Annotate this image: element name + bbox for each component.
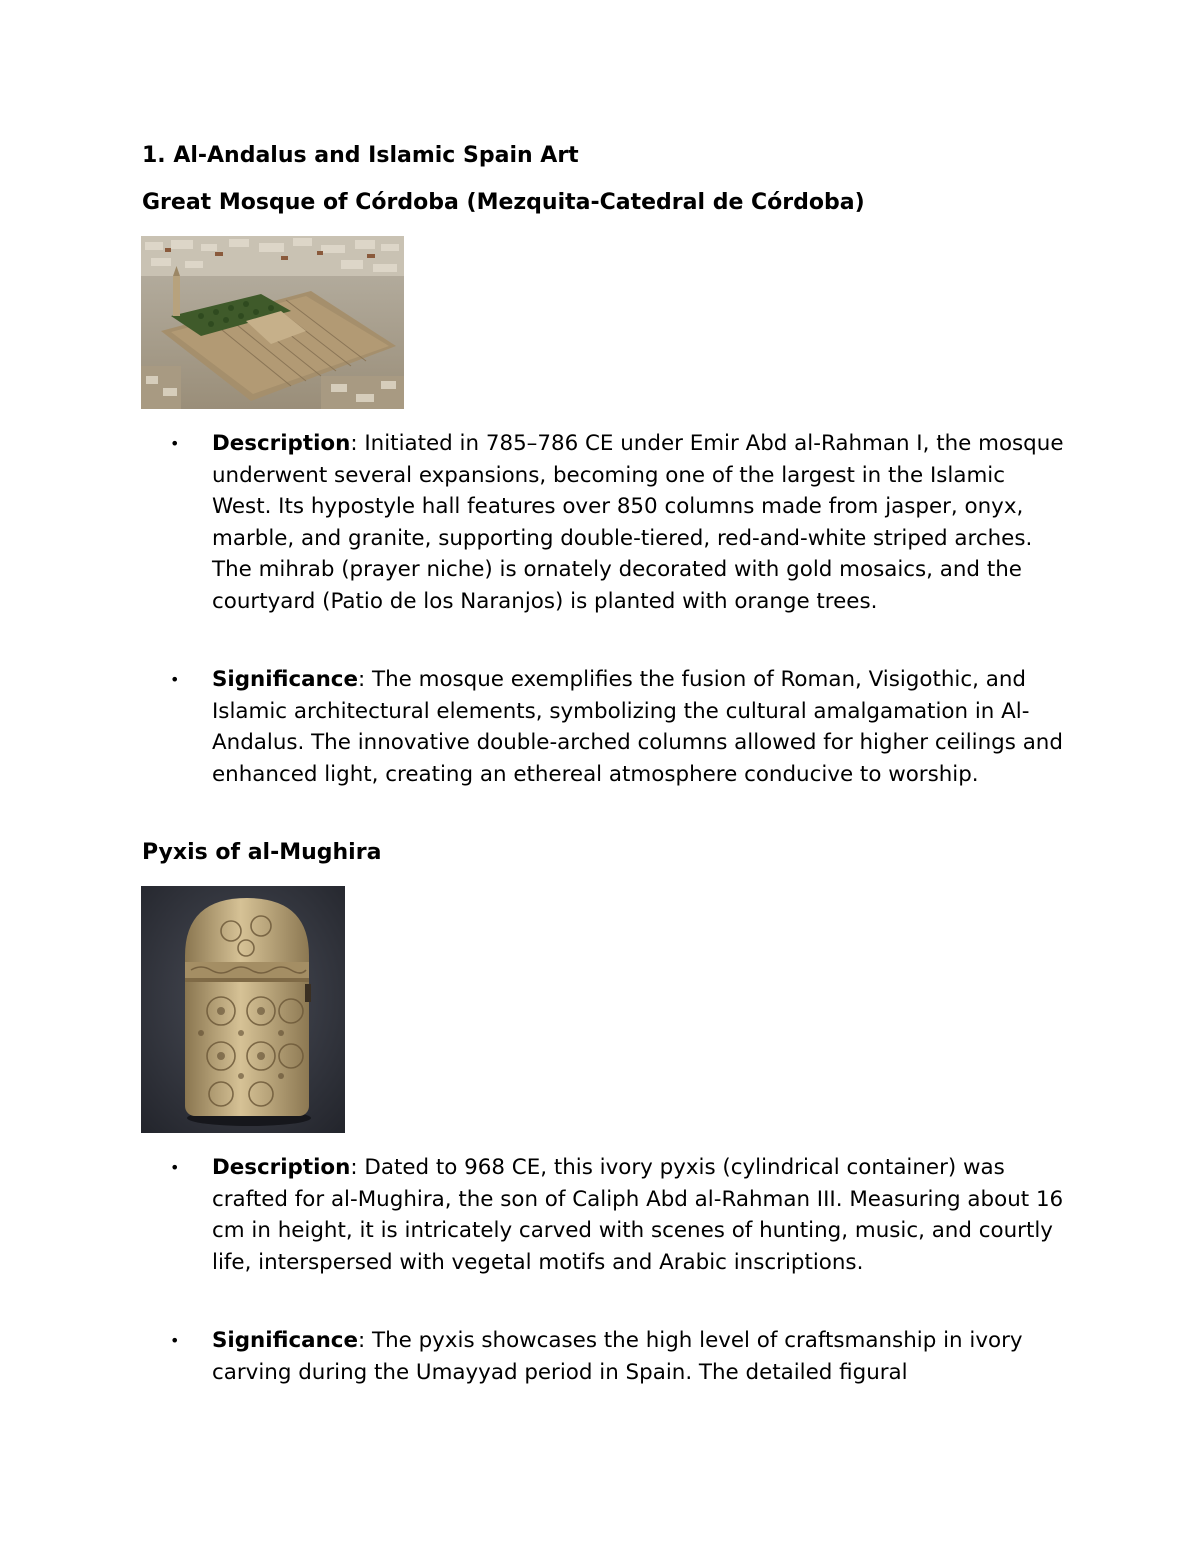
item-text: Initiated in 785–786 CE under Emir Abd al-Rahman I, the mosque underwent several expansions, becoming one of the largest in the Islamic West. Its hypostyle hall features over 850 columns made from jasper, onyx, marble, and granite, supporting double-tiered, red-and-white striped arches. The mihrab (prayer niche) is ornately decorated with gold mosaics, and the courtyard (Patio de los Naranjos) is planted with orange trees.: [212, 431, 1064, 614]
item-label: Significance: [212, 667, 358, 692]
mosque-aerial-image: [141, 236, 404, 409]
entry-heading-pyxis: Pyxis of al-Mughira: [142, 840, 382, 865]
item-text: Dated to 968 CE, this ivory pyxis (cylindrical container) was crafted for al-Mughira, the son of Caliph Abd al-Rahman III. Measuring about 16 cm in height, it is intricately carved with scenes of hunting, music, and courtly life, interspersed with vegetal motifs and Arabic inscriptions.: [212, 1155, 1064, 1275]
bullet-icon: •: [170, 670, 180, 689]
section-title: 1. Al-Andalus and Islamic Spain Art: [142, 143, 579, 168]
bullet-icon: •: [170, 434, 180, 453]
bullet-icon: •: [170, 1158, 180, 1177]
list-item-pyxis-description: [170, 1152, 1070, 1278]
item-separator: :: [350, 1155, 358, 1180]
item-separator: :: [358, 1328, 366, 1353]
list-item-mosque-significance: [170, 664, 1070, 790]
item-label: Description: [212, 1155, 351, 1180]
list-item-pyxis-significance: [170, 1325, 1070, 1388]
item-separator: :: [350, 431, 358, 456]
list-item-mosque-description: [170, 428, 1070, 618]
item-separator: :: [358, 667, 366, 692]
bullet-icon: •: [170, 1331, 180, 1350]
item-label: Significance: [212, 1328, 358, 1353]
entry-heading-mosque: Great Mosque of Córdoba (Mezquita-Catedral de Córdoba): [142, 190, 865, 215]
item-text: The mosque exemplifies the fusion of Roman, Visigothic, and Islamic architectural elements, symbolizing the cultural amalgamation in Al-Andalus. The innovative double-arched columns allowed for higher ceilings and enhanced light, creating an ethereal atmosphere conducive to worship.: [212, 667, 1063, 787]
item-label: Description: [212, 431, 351, 456]
item-text: The pyxis showcases the high level of craftsmanship in ivory carving during the Umayyad period in Spain. The detailed figural: [212, 1328, 1023, 1385]
pyxis-image: [141, 886, 345, 1133]
